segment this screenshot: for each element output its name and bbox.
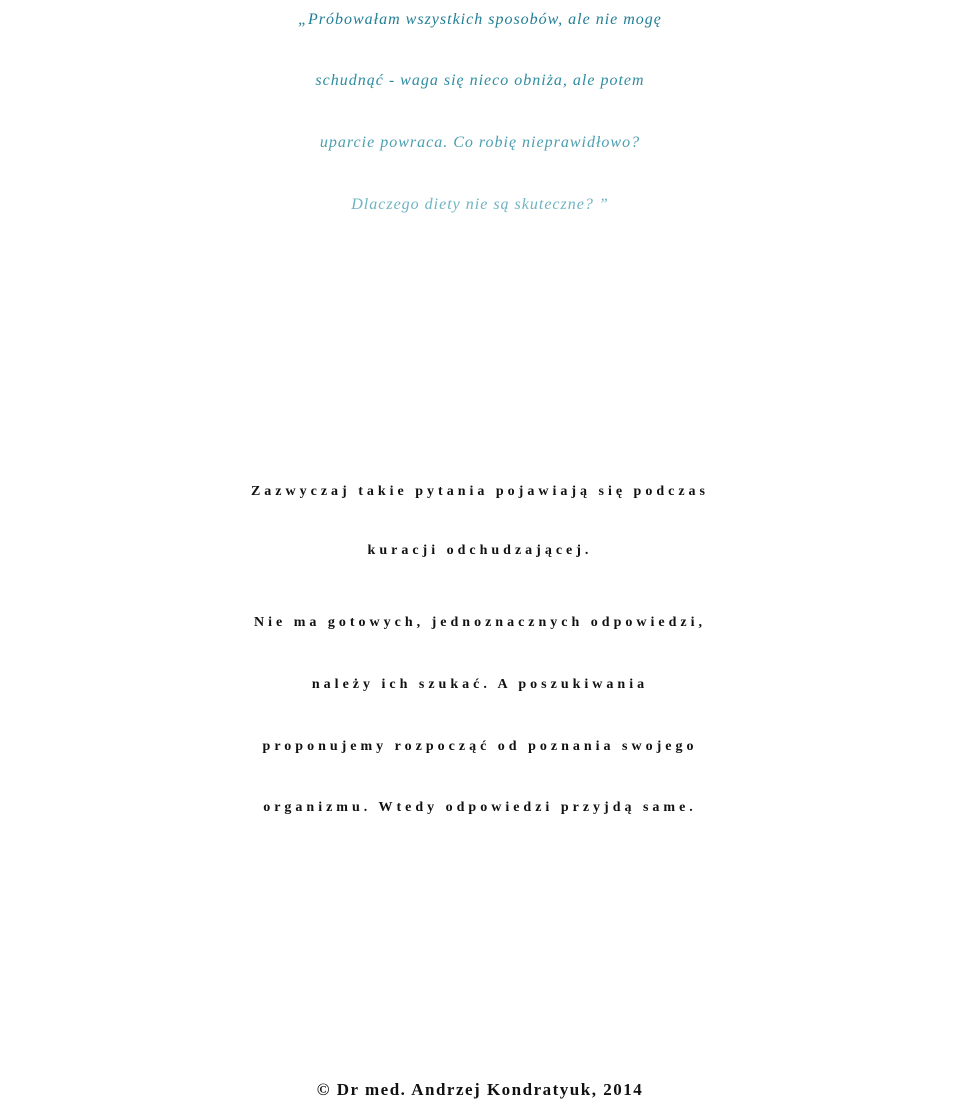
quote-line-1: „Próbowałam wszystkich sposobów, ale nie mogę — [298, 11, 662, 28]
quote-line-4: Dlaczego diety nie są skuteczne? ” — [351, 196, 609, 213]
body-line-3: Nie ma gotowych, jednoznacznych odpowiedzi, — [254, 615, 706, 630]
body-line-2: kuracji odchudzającej. — [367, 543, 593, 558]
body-line-4: należy ich szukać. A poszukiwania — [311, 677, 649, 692]
quote-line-3: uparcie powraca. Co robię nieprawidłowo? — [319, 134, 641, 151]
body-line-5: proponujemy rozpocząć od poznania swojego — [262, 739, 698, 754]
quote-line-2: schudnąć - waga się nieco obniża, ale potem — [315, 72, 645, 89]
body-line-1: Zazwyczaj takie pytania pojawiają się podczas — [250, 484, 710, 499]
body-line-6: organizmu. Wtedy odpowiedzi przyjdą same. — [263, 800, 697, 815]
copyright-footer: © Dr med. Andrzej Kondratyuk, 2014 — [316, 1080, 644, 1099]
